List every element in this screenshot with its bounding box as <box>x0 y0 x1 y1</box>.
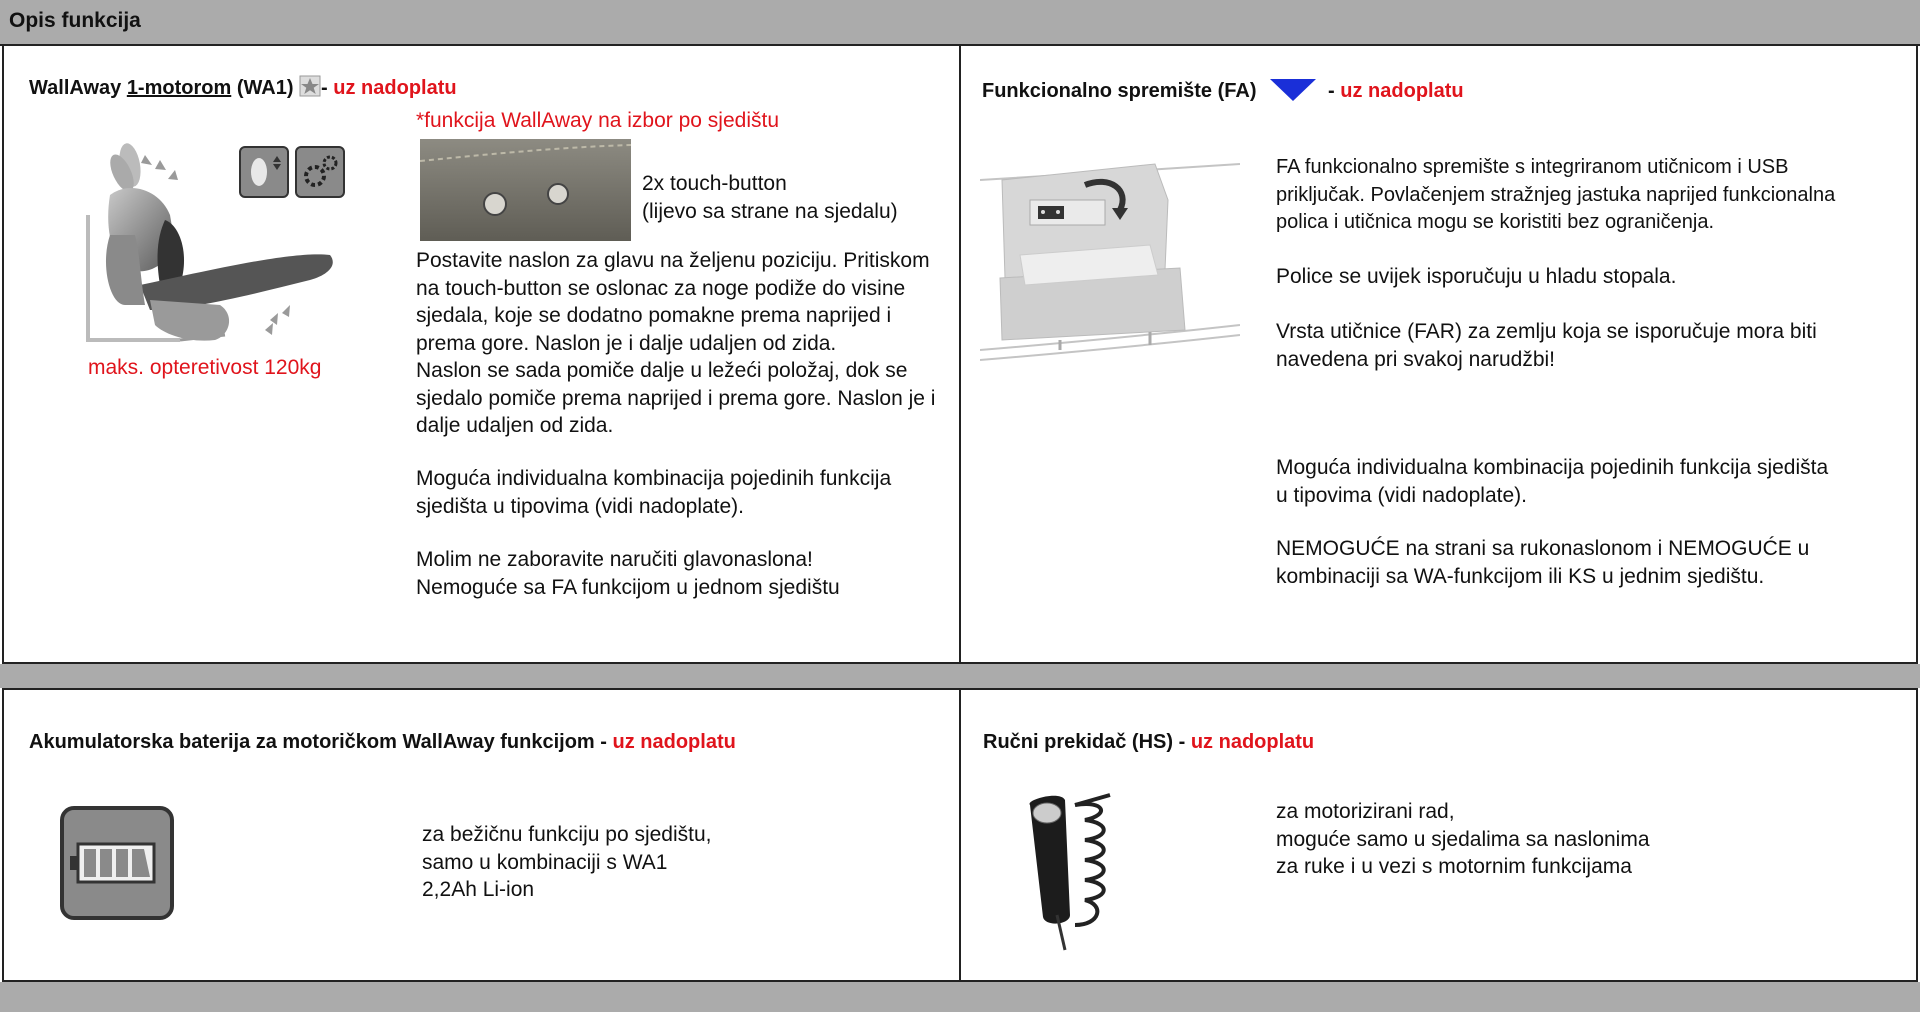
storage-title: Funkcionalno spremište (FA) - uz nadoplatu <box>982 80 1464 102</box>
header-bar <box>0 0 1920 46</box>
star-icon <box>299 75 321 97</box>
section-separator <box>0 664 1920 688</box>
storage-combination: Moguća individualna kombinacija pojedinih funkcija sjedišta u tipovima (vidi nadoplate). <box>1276 456 1829 507</box>
hand-switch-icon <box>1015 785 1125 960</box>
storage-restriction: NEMOGUĆE na strani sa rukonaslonom i NEMOGUĆE u kombinaciji sa WA-funkcijom ili KS u jednim sjedištu. <box>1276 537 1810 588</box>
switch-description: za motorizirani rad, moguće samo u sjedalima sa naslonima za ruke i u vezi s motornim funkcijama <box>1276 800 1650 878</box>
wallaway-reminder: Molim ne zaboravite naručiti glavonaslona! Nemoguće sa FA funkcijom u jednom sjedištu <box>416 548 840 599</box>
footer-bar <box>0 982 1920 1012</box>
battery-icon <box>60 806 174 920</box>
frame-left <box>2 44 4 982</box>
wallaway-title: WallAway 1-motorom (WA1) - uz nadoplatu <box>29 77 457 99</box>
wallaway-note: *funkcija WallAway na izbor po sjedištu <box>416 109 780 132</box>
storage-description: FA funkcionalno spremište s integriranom utičnicom i USB priključak. Povlačenjem stražnjeg jastuka naprijed funkcionalna polica i utičnica mogu se koristiti bez ograničenja. <box>1276 156 1836 233</box>
battery-title: Akumulatorska baterija za motoričkom WallAway funkcijom - uz nadoplatu <box>29 731 736 753</box>
triangle-down-icon <box>1270 79 1316 101</box>
storage-socket: Vrsta utičnice (FAR) za zemlju koja se isporučuje mora biti navedena pri svakoj narudžbi! <box>1276 320 1817 371</box>
wallaway-combination: Moguća individualna kombinacija pojedinih funkcija sjedišta u tipovima (vidi nadoplate). <box>416 467 892 518</box>
page-title: Opis funkcija <box>9 9 141 32</box>
touch-button-photo <box>420 139 631 241</box>
wallaway-description: Postavite naslon za glavu na željenu poziciju. Pritiskom na touch-button se oslonac za noge podiže do visine sjedala, koje se dodatno pomakne prema naprijed i prema gore. Naslon je i dalje udaljen od zida. Naslon se sada pomiče dalje u ležeći položaj, dok se sjedalo pomiče prema naprijed i prema gore. Naslon je i dalje udaljen od zida. <box>416 249 936 437</box>
touch-button-text: 2x touch-button (lijevo sa strane na sjedalu) <box>642 172 898 223</box>
storage-delivery: Police se uvijek isporučuju u hladu stopala. <box>1276 265 1677 288</box>
frame-right <box>1916 44 1918 982</box>
max-load-text: maks. opteretivost 120kg <box>88 356 322 379</box>
storage-illustration <box>980 150 1240 365</box>
column-divider <box>959 44 961 982</box>
switch-title: Ručni prekidač (HS) - uz nadoplatu <box>983 731 1315 753</box>
battery-description: za bežičnu funkciju po sjedištu, samo u kombinaciji s WA1 2,2Ah Li-ion <box>422 823 712 901</box>
wallaway-control-icons <box>239 146 347 198</box>
